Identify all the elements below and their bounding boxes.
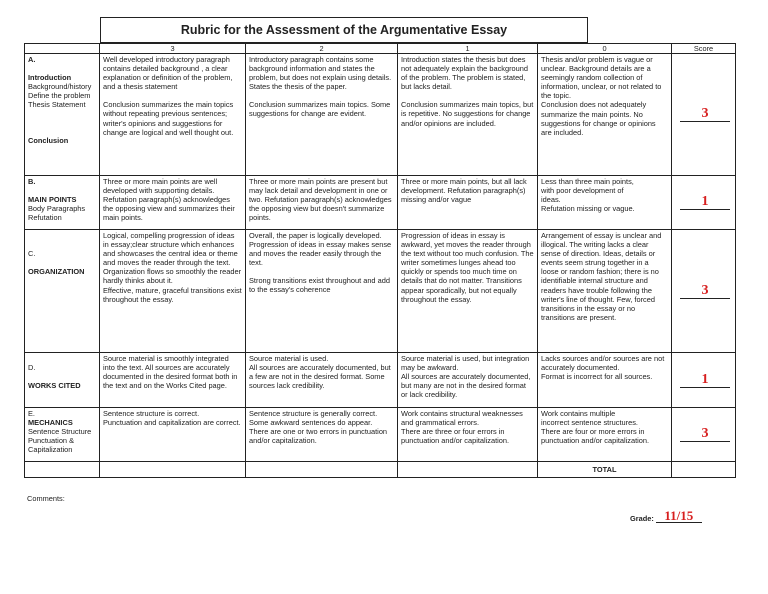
descriptor-line: Strong transitions exist throughout and add to the essay's coherence	[249, 276, 390, 295]
descriptor-line: All sources are accurately documented, but a few are not in the desired format. Some sources lack credibility.	[249, 363, 391, 391]
criterion-cell	[25, 54, 100, 176]
descriptor-cell-level-1	[398, 54, 538, 176]
grade-line	[630, 509, 702, 523]
criterion-line: Punctuation &	[28, 436, 75, 446]
descriptor-line	[249, 91, 394, 100]
descriptor-cell-level-1	[398, 176, 538, 230]
descriptor-line: There are four or more errors in punctuation and/or capitalization.	[541, 427, 650, 446]
criterion-line	[28, 109, 96, 118]
total-score-cell	[672, 462, 736, 478]
descriptor-cell-level-2	[246, 176, 398, 230]
header-level-2: 2	[246, 44, 398, 54]
descriptor-line: There are one or two errors in punctuation and/or capitalization.	[249, 427, 388, 446]
descriptor-line: Work contains structural weaknesses and grammatical errors.	[401, 409, 523, 428]
score-value: 1	[680, 373, 730, 388]
rubric-row-organization	[25, 230, 736, 353]
criterion-line: D.	[28, 363, 36, 372]
criterion-line: B.	[28, 177, 36, 186]
descriptor-line: Conclusion does not adequately summarize the main points. No suggestions for change or opinions are included.	[541, 100, 656, 137]
comments-label: Comments:	[27, 494, 65, 503]
descriptor-line: Three or more main points are present but may lack detail and development in one or two. Refutation paragraph(s) acknowledges the opposing view but doesn't summarize points.	[249, 177, 392, 223]
descriptor-cell-level-3	[100, 176, 246, 230]
header-criterion	[25, 44, 100, 54]
rubric-row-mechanics	[25, 408, 736, 462]
criterion-line	[28, 240, 96, 249]
descriptor-cell-level-2	[246, 54, 398, 176]
descriptor-line	[249, 267, 394, 276]
score-cell	[672, 353, 736, 408]
descriptor-line: Source material is used.	[249, 354, 329, 363]
criterion-line	[28, 231, 96, 240]
criterion-line: Capitalization	[28, 445, 73, 455]
criterion-cell	[25, 176, 100, 230]
header-level-3: 3	[100, 44, 246, 54]
descriptor-line: Progression of ideas in essay is awkward, yet moves the reader through the text without too much confusion. The writer sometimes lunges ahead too quickly or spends too much time on details that do not matter. Transitions appear sporadically, but not equally throughout the essay.	[401, 231, 534, 304]
criterion-line: C.	[28, 249, 36, 258]
criterion-line: MECHANICS	[28, 418, 73, 428]
descriptor-line: Sentence structure is generally correct. Some awkward sentences do appear.	[249, 409, 378, 428]
descriptor-line: Sentence structure is correct.	[103, 409, 200, 418]
descriptor-line: Overall, the paper is logically developed. Progression of ideas in essay makes sense and moves the reader easily through the text.	[249, 231, 392, 268]
criterion-line: A.	[28, 55, 36, 64]
criterion-cell	[25, 353, 100, 408]
grade-value: 11/15	[656, 509, 702, 523]
grade-label: Grade:	[630, 514, 654, 523]
rubric-row-main-points	[25, 176, 736, 230]
descriptor-cell-level-0	[538, 353, 672, 408]
descriptor-cell-level-0	[538, 230, 672, 353]
descriptor-cell-level-1	[398, 408, 538, 462]
criterion-line: E.	[28, 409, 35, 418]
empty-cell	[25, 462, 100, 478]
criterion-line: ORGANIZATION	[28, 267, 85, 277]
descriptor-line: Well developed introductory paragraph contains detailed background , a clear explanation or definition of the problem, and a thesis statement	[103, 55, 233, 92]
descriptor-cell-level-0	[538, 176, 672, 230]
header-level-0: 0	[538, 44, 672, 54]
descriptor-cell-level-3	[100, 230, 246, 353]
criterion-line: Background/history	[28, 82, 92, 92]
descriptor-line	[401, 91, 534, 100]
criterion-line: Define the problem	[28, 91, 91, 101]
score-cell	[672, 176, 736, 230]
criterion-line: MAIN POINTS	[28, 195, 77, 205]
criterion-line: Thesis Statement	[28, 100, 86, 110]
rubric-row-introduction-conclusion	[25, 54, 736, 176]
score-cell	[672, 230, 736, 353]
descriptor-line: Introductory paragraph contains some background information and states the problem, but does not explain using details. States the thesis of the paper.	[249, 55, 392, 92]
descriptor-cell-level-3	[100, 54, 246, 176]
descriptor-line: Logical, compelling progression of ideas in essay;clear structure which enhances	[103, 231, 235, 250]
total-label: TOTAL	[538, 462, 672, 478]
descriptor-cell-level-0	[538, 54, 672, 176]
descriptor-line: ideas.	[541, 195, 561, 205]
criterion-line	[28, 258, 96, 267]
header-level-1: 1	[398, 44, 538, 54]
descriptor-line: Effective, mature, graceful transitions exist throughout the essay.	[103, 285, 242, 304]
empty-cell	[398, 462, 538, 478]
descriptor-line: hardly thinks about it.	[103, 276, 173, 286]
empty-cell	[100, 462, 246, 478]
score-value: 3	[680, 107, 730, 122]
criterion-line: Conclusion	[28, 136, 69, 146]
score-cell	[672, 408, 736, 462]
score-value: 1	[680, 195, 730, 210]
descriptor-line: Format is incorrect for all sources.	[541, 372, 653, 382]
descriptor-line: Conclusion summarizes main topics, but is repetitive. No suggestions for change and/or opinions are included.	[401, 100, 534, 128]
descriptor-cell-level-2	[246, 230, 398, 353]
descriptor-line: Refutation paragraph(s) acknowledges the opposing view and summarizes their main points.	[103, 195, 235, 223]
criterion-line: Introduction	[28, 73, 72, 83]
criterion-line	[28, 64, 96, 73]
criterion-line: Refutation	[28, 213, 62, 223]
descriptor-line	[103, 91, 242, 100]
criterion-line: WORKS CITED	[28, 381, 81, 391]
total-row	[25, 462, 736, 478]
descriptor-cell-level-2	[246, 408, 398, 462]
descriptor-line: Source material is smoothly integrated into the text. All sources are accurately documented in the desired format both in the text and on the Works Cited page.	[103, 354, 238, 391]
empty-cell	[246, 462, 398, 478]
criterion-cell	[25, 408, 100, 462]
descriptor-line: Source material is used, but integration may be awkward.	[401, 354, 530, 373]
descriptor-line: Less than three main points,	[541, 177, 634, 186]
descriptor-line: Punctuation and capitalization are correct.	[103, 418, 241, 428]
criterion-line: Sentence Structure	[28, 427, 92, 437]
descriptor-line: Introduction states the thesis but does not adequately explain the background of the problem. The problem is stated, but lacks detail.	[401, 55, 528, 92]
criterion-line	[28, 186, 96, 195]
descriptor-cell-level-3	[100, 353, 246, 408]
descriptor-cell-level-2	[246, 353, 398, 408]
rubric-table	[24, 43, 736, 478]
rubric-row-works-cited	[25, 353, 736, 408]
score-cell	[672, 54, 736, 176]
descriptor-line: There are three or four errors in punctuation and/or capitalization.	[401, 427, 510, 446]
descriptor-line: Refutation missing or vague.	[541, 204, 635, 214]
score-value: 3	[680, 427, 730, 442]
descriptor-line: incorrect sentence structures.	[541, 418, 638, 428]
score-value: 3	[680, 284, 730, 299]
rubric-title: Rubric for the Assessment of the Argumentative Essay	[100, 17, 588, 43]
header-score: Score	[672, 44, 736, 54]
descriptor-line: and showcases the central idea or theme and moves the reader through the text. Organization flows so smoothly the reader	[103, 249, 242, 277]
criterion-line	[28, 118, 96, 127]
descriptor-line: Work contains multiple	[541, 409, 616, 418]
descriptor-cell-level-1	[398, 353, 538, 408]
criterion-line	[28, 372, 96, 381]
descriptor-line: with poor development of	[541, 186, 624, 196]
criterion-line	[28, 127, 96, 136]
descriptor-line: All sources are accurately documented, but many are not in the desired format or lack credibility.	[401, 372, 531, 400]
criterion-cell	[25, 230, 100, 353]
descriptor-cell-level-0	[538, 408, 672, 462]
descriptor-cell-level-1	[398, 230, 538, 353]
criterion-line	[28, 354, 96, 363]
header-row	[25, 44, 736, 54]
descriptor-line: Lacks sources and/or sources are not accurately documented.	[541, 354, 665, 373]
descriptor-line: Conclusion summarizes main topics. Some suggestions for change are evident.	[249, 100, 391, 119]
descriptor-line: Thesis and/or problem is vague or unclear. Background details are a seemingly random collection of information, unclear, or not related to the topic.	[541, 55, 662, 101]
descriptor-cell-level-3	[100, 408, 246, 462]
descriptor-line: Three or more main points are well developed with supporting details.	[103, 177, 218, 196]
descriptor-line: Three or more main points, but all lack development. Refutation paragraph(s) missing and/or vague	[401, 177, 527, 205]
criterion-line: Body Paragraphs	[28, 204, 86, 214]
descriptor-line: Arrangement of essay is unclear and illogical. The writing lacks a clear sense of direction. Ideas, details or events seem strung together in a loose or random fashion; there is no identifiable internal structure and readers have trouble following the writer's line of thought. Few, forced transitions in the essay or no transitions are present.	[541, 231, 662, 322]
descriptor-line: Conclusion summarizes the main topics without repeating previous sentences; writer's opinions and suggestions for change are logical and well thought out.	[103, 100, 234, 137]
